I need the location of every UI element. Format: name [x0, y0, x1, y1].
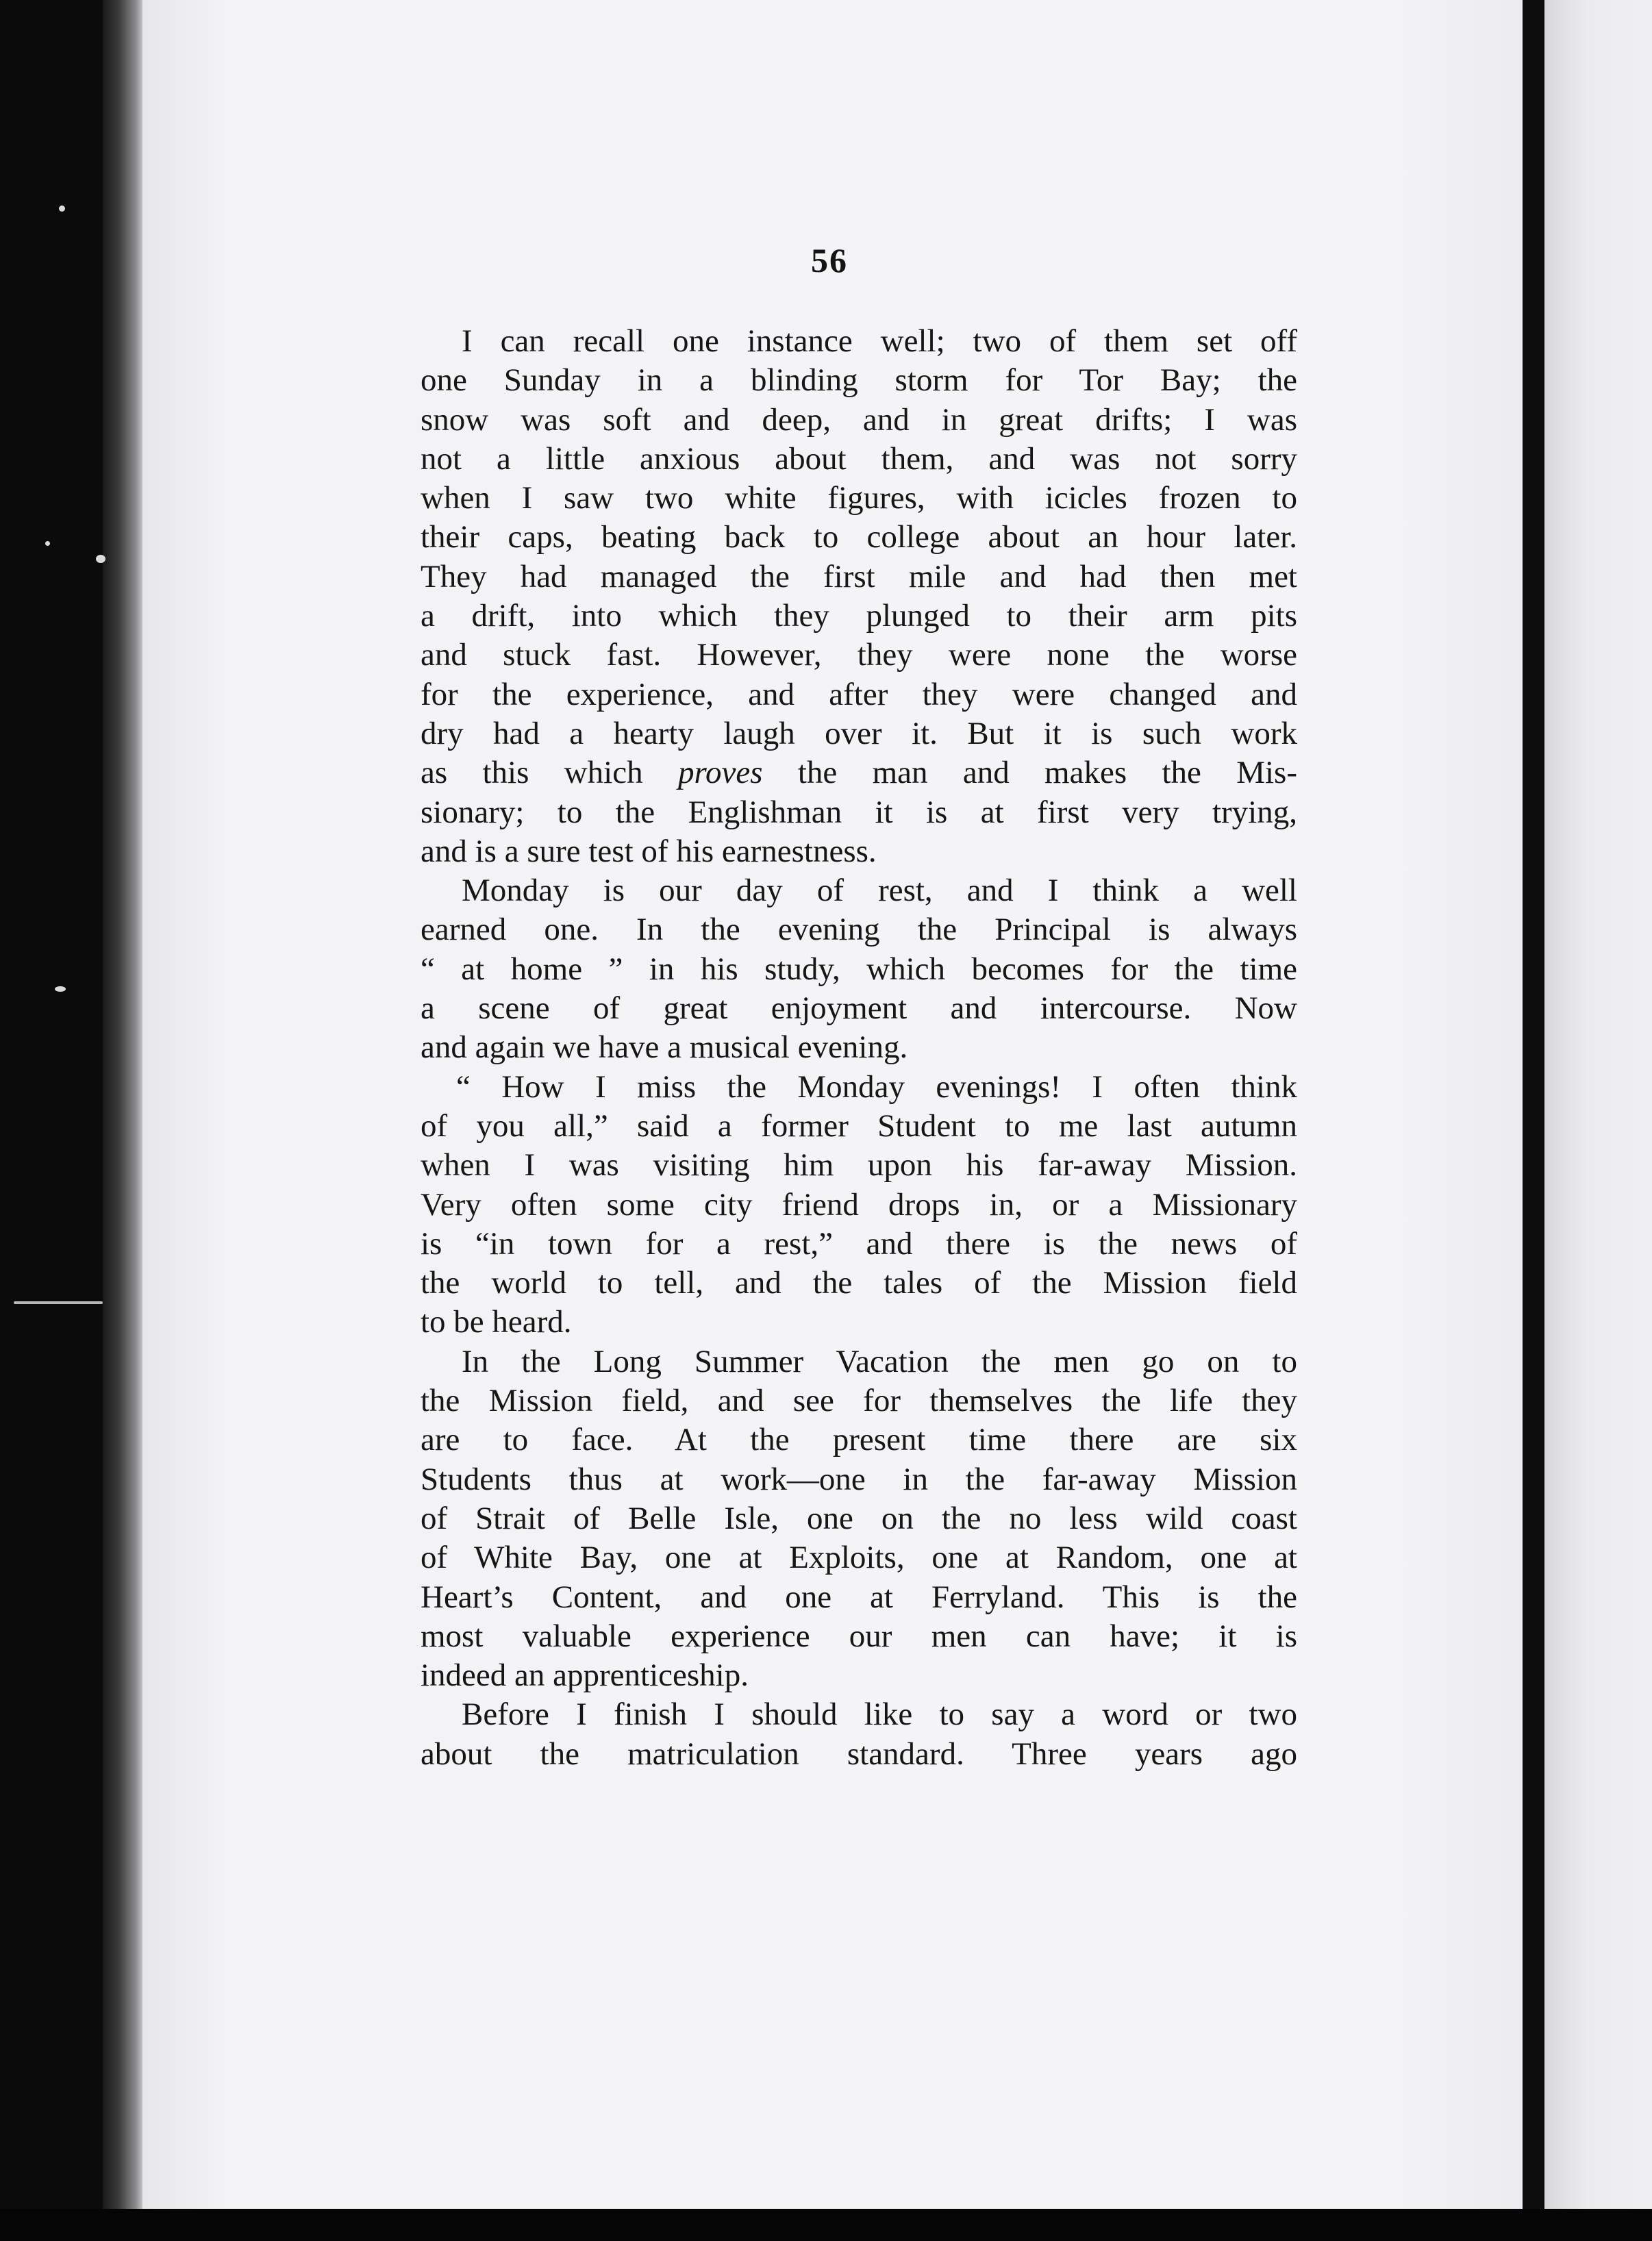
text-line: sionary; to the Englishman it is at first very trying,	[421, 794, 1297, 830]
text-line: not a little anxious about them, and was not sorry	[421, 440, 1297, 477]
text-line: “ How I miss the Monday evenings! I often think	[456, 1068, 1297, 1105]
scan-speck	[96, 555, 105, 563]
body-text	[421, 322, 1297, 1774]
text-line: of Strait of Belle Isle, one on the no less wild coast	[421, 1500, 1297, 1536]
paragraph	[421, 871, 1297, 1067]
scan-speck	[45, 541, 50, 546]
page-number: 56	[811, 241, 848, 279]
text-line: is “in town for a rest,” and there is the news of	[421, 1225, 1297, 1262]
text-line: a scene of great enjoyment and intercourse. Now	[421, 990, 1297, 1027]
text-line: Students thus at work—one in the far-away Mission	[421, 1461, 1297, 1497]
text-line: of White Bay, one at Exploits, one at Random, one at	[421, 1540, 1297, 1576]
text-line: their caps, beating back to college about an hour later.	[421, 519, 1297, 555]
text-line: one Sunday in a blinding storm for Tor Bay; the	[421, 362, 1297, 399]
text-line: when I was visiting him upon his far-away Mission.	[421, 1147, 1297, 1184]
paragraph	[421, 1342, 1297, 1696]
adjacent-page-edge	[1544, 0, 1652, 2209]
text-line: snow was soft and deep, and in great drifts; I was	[421, 401, 1297, 438]
text-line: about the matriculation standard. Three years ago	[421, 1736, 1297, 1772]
paragraph	[421, 322, 1297, 871]
text-line: Monday is our day of rest, and I think a well	[462, 873, 1297, 909]
text-line: most valuable experience our men can have; it is	[421, 1618, 1297, 1654]
text-line: and stuck fast. However, they were none the worse	[421, 637, 1297, 673]
text-line: for the experience, and after they were changed and	[421, 676, 1297, 712]
italic-word: proves	[677, 755, 763, 791]
scan-speck	[55, 986, 66, 992]
text-line: of you all,” said a former Student to me last autumn	[421, 1107, 1297, 1144]
scan-speck	[59, 205, 65, 212]
text-line: “ at home ” in his study, which becomes for the time	[421, 951, 1297, 987]
text-line: the Mission field, and see for themselves the life they	[421, 1383, 1297, 1419]
text-line: to be heard.	[421, 1304, 572, 1340]
text-line: a drift, into which they plunged to their arm pits	[421, 598, 1297, 634]
page-separator	[1523, 0, 1544, 2241]
text-line: and is a sure test of his earnestness.	[421, 833, 877, 869]
text-line: as this which proves the man and makes the Mis-	[421, 755, 1297, 791]
bottom-border	[0, 2209, 1652, 2241]
text-line: Before I finish I should like to say a word or two	[462, 1697, 1297, 1733]
text-line: Very often some city friend drops in, or a Missionary	[421, 1186, 1297, 1223]
text-line: are to face. At the present time there are six	[421, 1422, 1297, 1458]
scan-speck	[14, 1301, 103, 1304]
text-line: earned one. In the evening the Principal is always	[421, 912, 1297, 948]
text-line: and again we have a musical evening.	[421, 1029, 908, 1066]
text-line: the world to tell, and the tales of the Mission field	[421, 1265, 1297, 1301]
text-line: indeed an apprenticeship.	[421, 1657, 749, 1694]
text-line: I can recall one instance well; two of them set off	[462, 323, 1297, 359]
paragraph	[421, 1695, 1297, 1774]
text-line: In the Long Summer Vacation the men go on to	[462, 1343, 1297, 1379]
paragraph	[421, 1068, 1297, 1342]
text-line: They had managed the first mile and had then met	[421, 558, 1297, 594]
binding-gutter	[103, 0, 144, 2209]
text-line: Heart’s Content, and one at Ferryland. This is the	[421, 1579, 1297, 1615]
text-line: dry had a hearty laugh over it. But it is such work	[421, 715, 1297, 751]
text-line: when I saw two white figures, with icicles frozen to	[421, 480, 1297, 516]
